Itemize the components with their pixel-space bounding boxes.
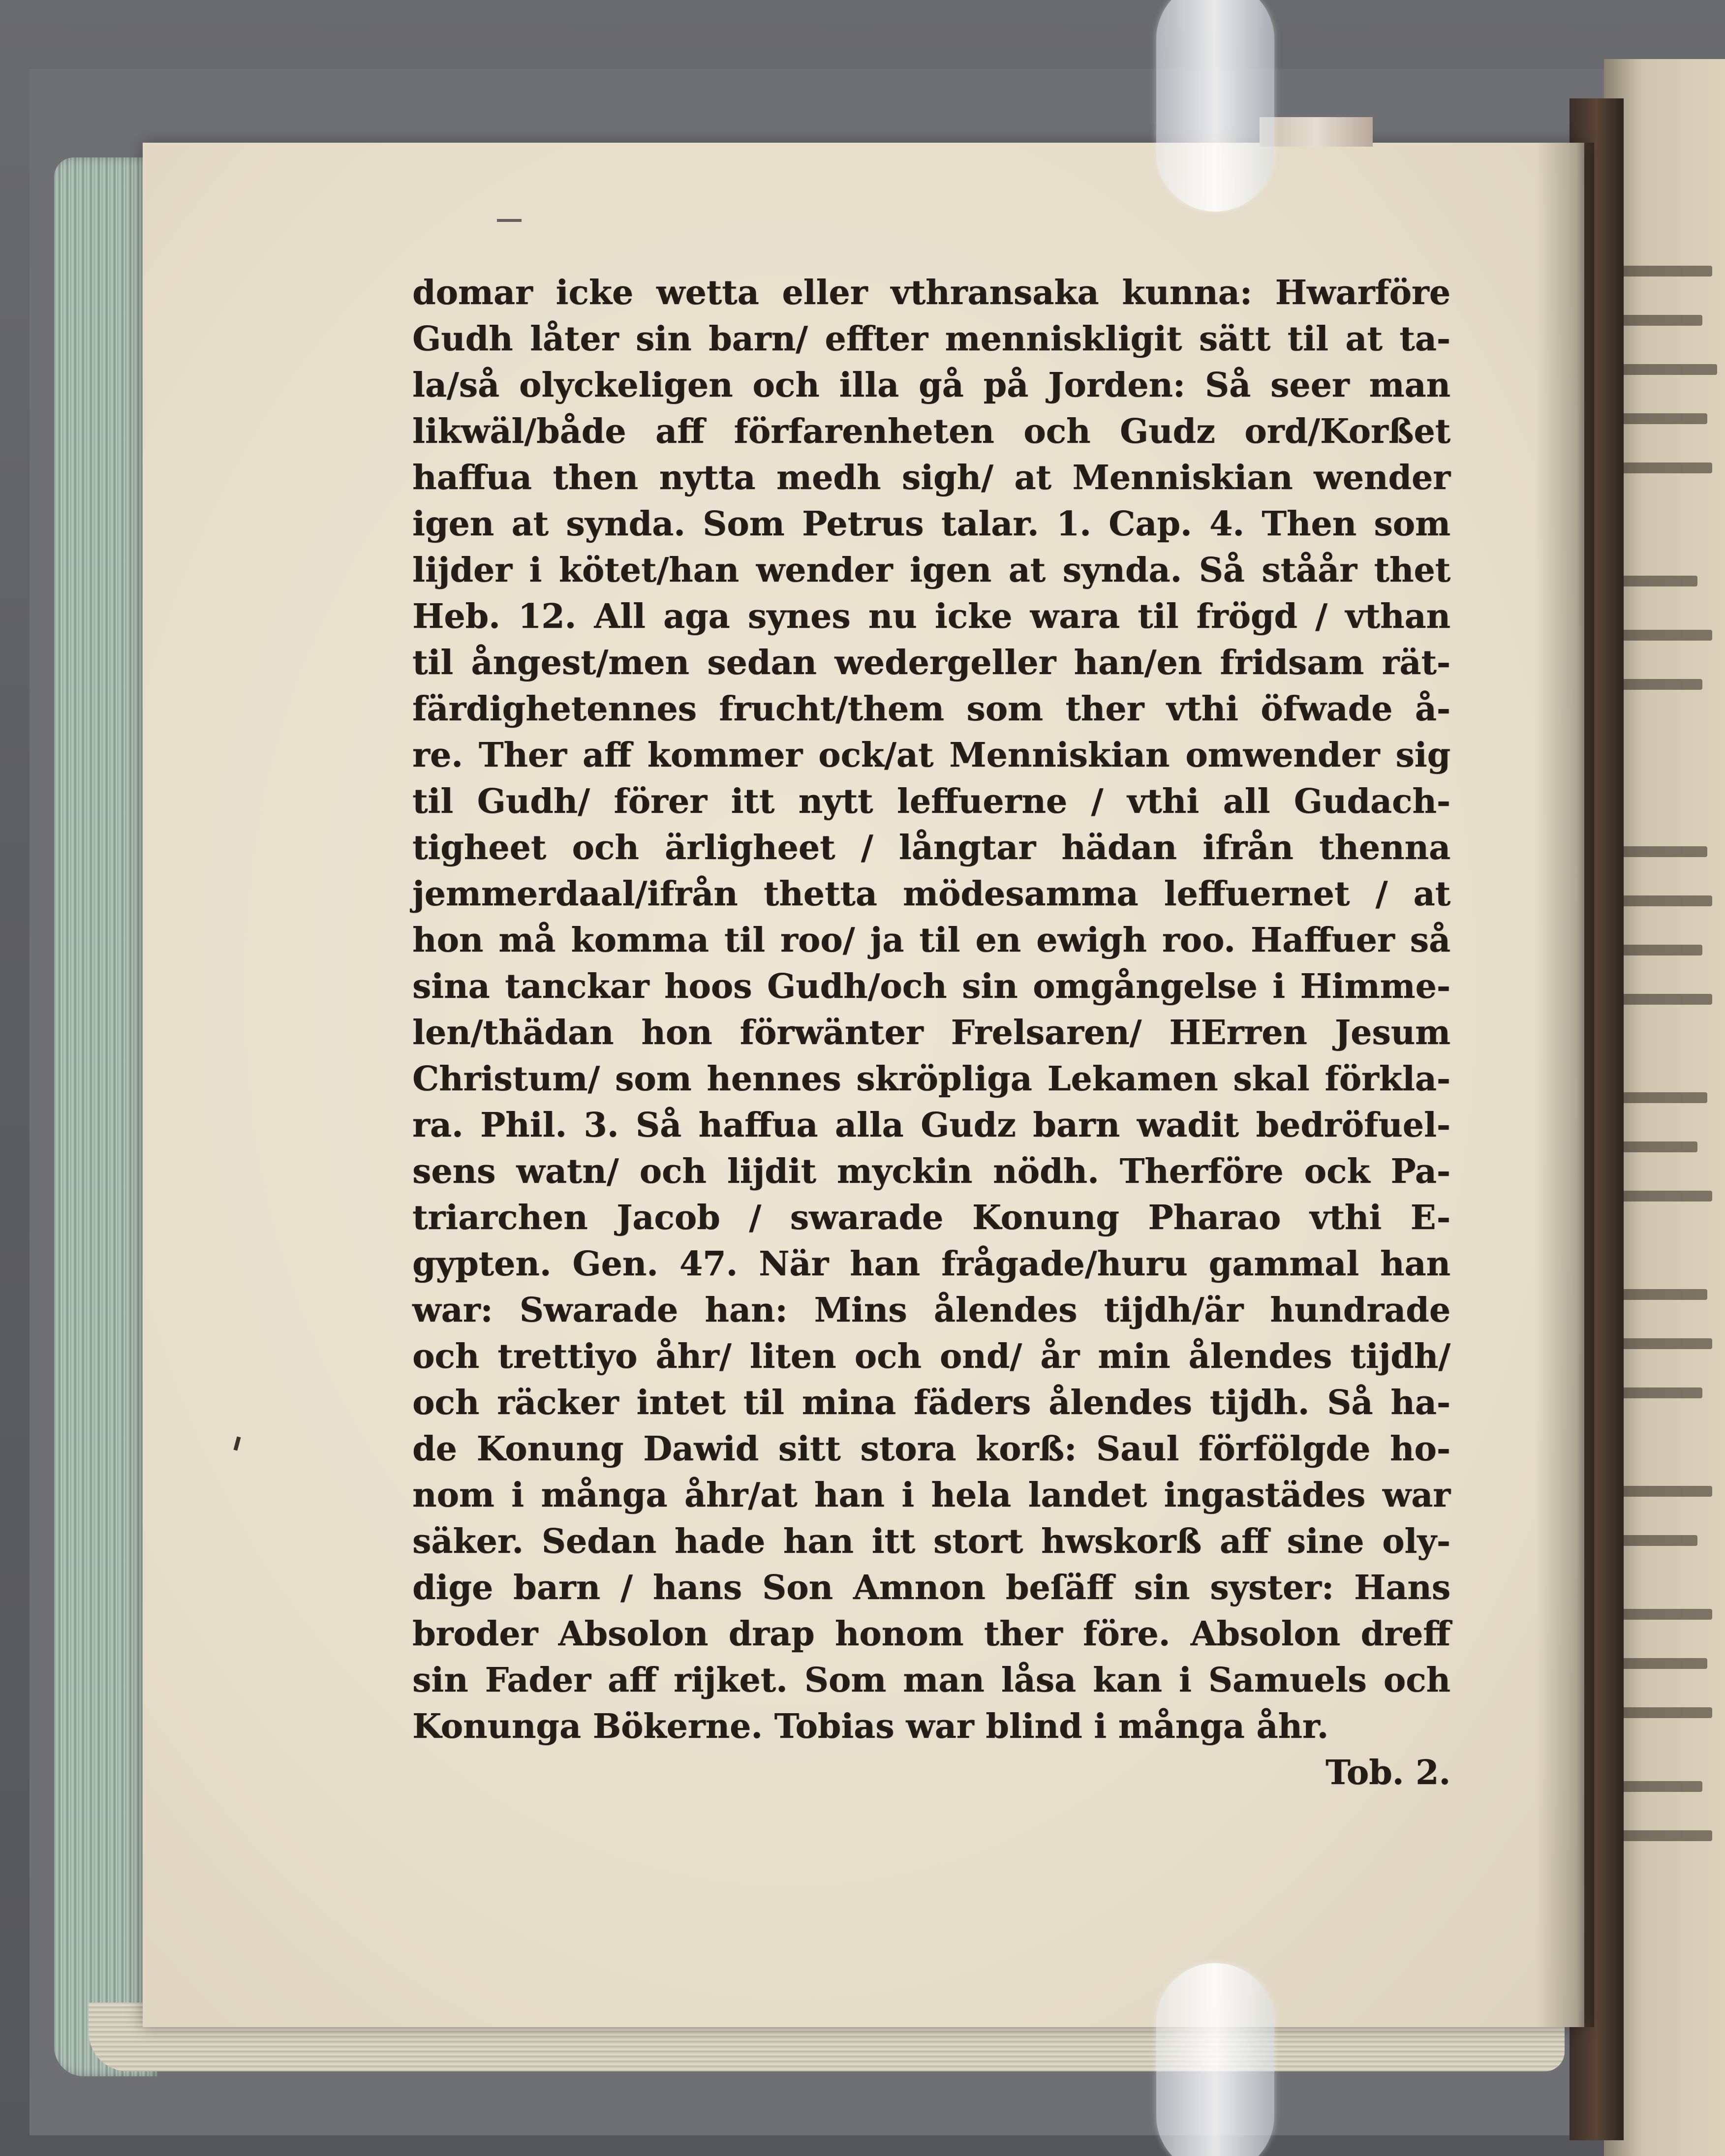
text-line: haffua then nytta medh sigh/ at Menniskian wender — [412, 458, 1450, 497]
text-line: tigheet och ärligheet / långtar hädan ifrån thenna — [412, 828, 1450, 867]
text-line: ra. Phil. 3. Så haffua alla Gudz barn wadit bedröfuel- — [412, 1106, 1450, 1145]
page-edge-stack — [54, 157, 157, 2076]
catchword: Tob. 2. — [1325, 1753, 1450, 1792]
text-line: war: Swarade han: Mins ålendes tijdh/är hundrade — [412, 1291, 1450, 1330]
text-line: likwäl/både aff förfarenheten och Gudz ord/Korßet — [412, 412, 1450, 451]
text-line: til ångest/men sedan wedergeller han/en fridsam rät- — [412, 643, 1450, 682]
text-line: nom i många åhr/at han i hela landet ingastädes war — [412, 1476, 1450, 1515]
text-line: jemmerdaal/ifrån thetta mödesamma leffuernet / at — [412, 874, 1450, 914]
text-line: Konunga Bökerne. Tobias war blind i många åhr. — [412, 1707, 1329, 1746]
text-line: sin Fader aff rijket. Som man låsa kan i Samuels och — [412, 1661, 1450, 1700]
text-line: sina tanckar hoos Gudh/och sin omgångelse i Himme- — [412, 967, 1450, 1006]
text-line: Christum/ som hennes skröpliga Lekamen skal förkla- — [412, 1059, 1450, 1099]
header-dash — [497, 219, 522, 222]
text-line: färdighetennes frucht/them som ther vthi öfwade å- — [412, 689, 1450, 729]
plastic-clip-bottom — [1156, 1963, 1274, 2156]
text-line: triarchen Jacob / swarade Konung Pharao vthi E- — [412, 1198, 1450, 1237]
text-line: lijder i kötet/han wender igen at synda. Så ståår thet — [412, 551, 1450, 590]
text-line: gypten. Gen. 47. När han frågade/huru gammal han — [412, 1244, 1450, 1284]
text-line: och trettiyo åhr/ liten och ond/ år min ålendes tijdh/ — [412, 1337, 1450, 1376]
page-gutter-shadow — [1535, 143, 1594, 2027]
text-line: la/så olyckeligen och illa gå på Jorden: Så seer man — [412, 366, 1450, 405]
text-line: igen at synda. Som Petrus talar. 1. Cap. 4. Then som — [412, 504, 1450, 544]
page-text — [412, 270, 1450, 1796]
plastic-clip-top — [1156, 0, 1274, 212]
text-line: broder Absolon drap honom ther före. Absolon dreff — [412, 1614, 1450, 1654]
text-line: len/thädan hon förwänter Frelsaren/ HErren Jesum — [412, 1013, 1450, 1052]
text-line: och räcker intet til mina fäders ålendes tijdh. Så ha- — [412, 1383, 1450, 1422]
text-line: domar icke wetta eller vthransaka kunna: Hwarföre — [412, 273, 1450, 312]
text-line: Heb. 12. All aga synes nu icke wara til frögd / vthan — [412, 597, 1450, 636]
text-line: hon må komma til roo/ ja til en ewigh roo. Haffuer så — [412, 921, 1450, 960]
text-line: de Konung Dawid sitt stora korß: Saul förfölgde ho- — [412, 1429, 1450, 1469]
torn-label-strip — [1260, 117, 1373, 147]
text-line: Gudh låter sin barn/ effter menniskligit sätt til at ta- — [412, 319, 1450, 359]
text-line: säker. Sedan hade han itt stort hwskorß aff sine oly- — [412, 1522, 1450, 1561]
text-line: re. Ther aff kommer ock/at Menniskian omwender sig — [412, 736, 1450, 775]
text-line: til Gudh/ förer itt nytt leffuerne / vthi all Gudach- — [412, 782, 1450, 821]
text-line: sens watn/ och lijdit myckin nödh. Therföre ock Pa- — [412, 1152, 1450, 1191]
text-line: dige barn / hans Son Amnon beſäff sin syster: Hans — [412, 1568, 1450, 1607]
